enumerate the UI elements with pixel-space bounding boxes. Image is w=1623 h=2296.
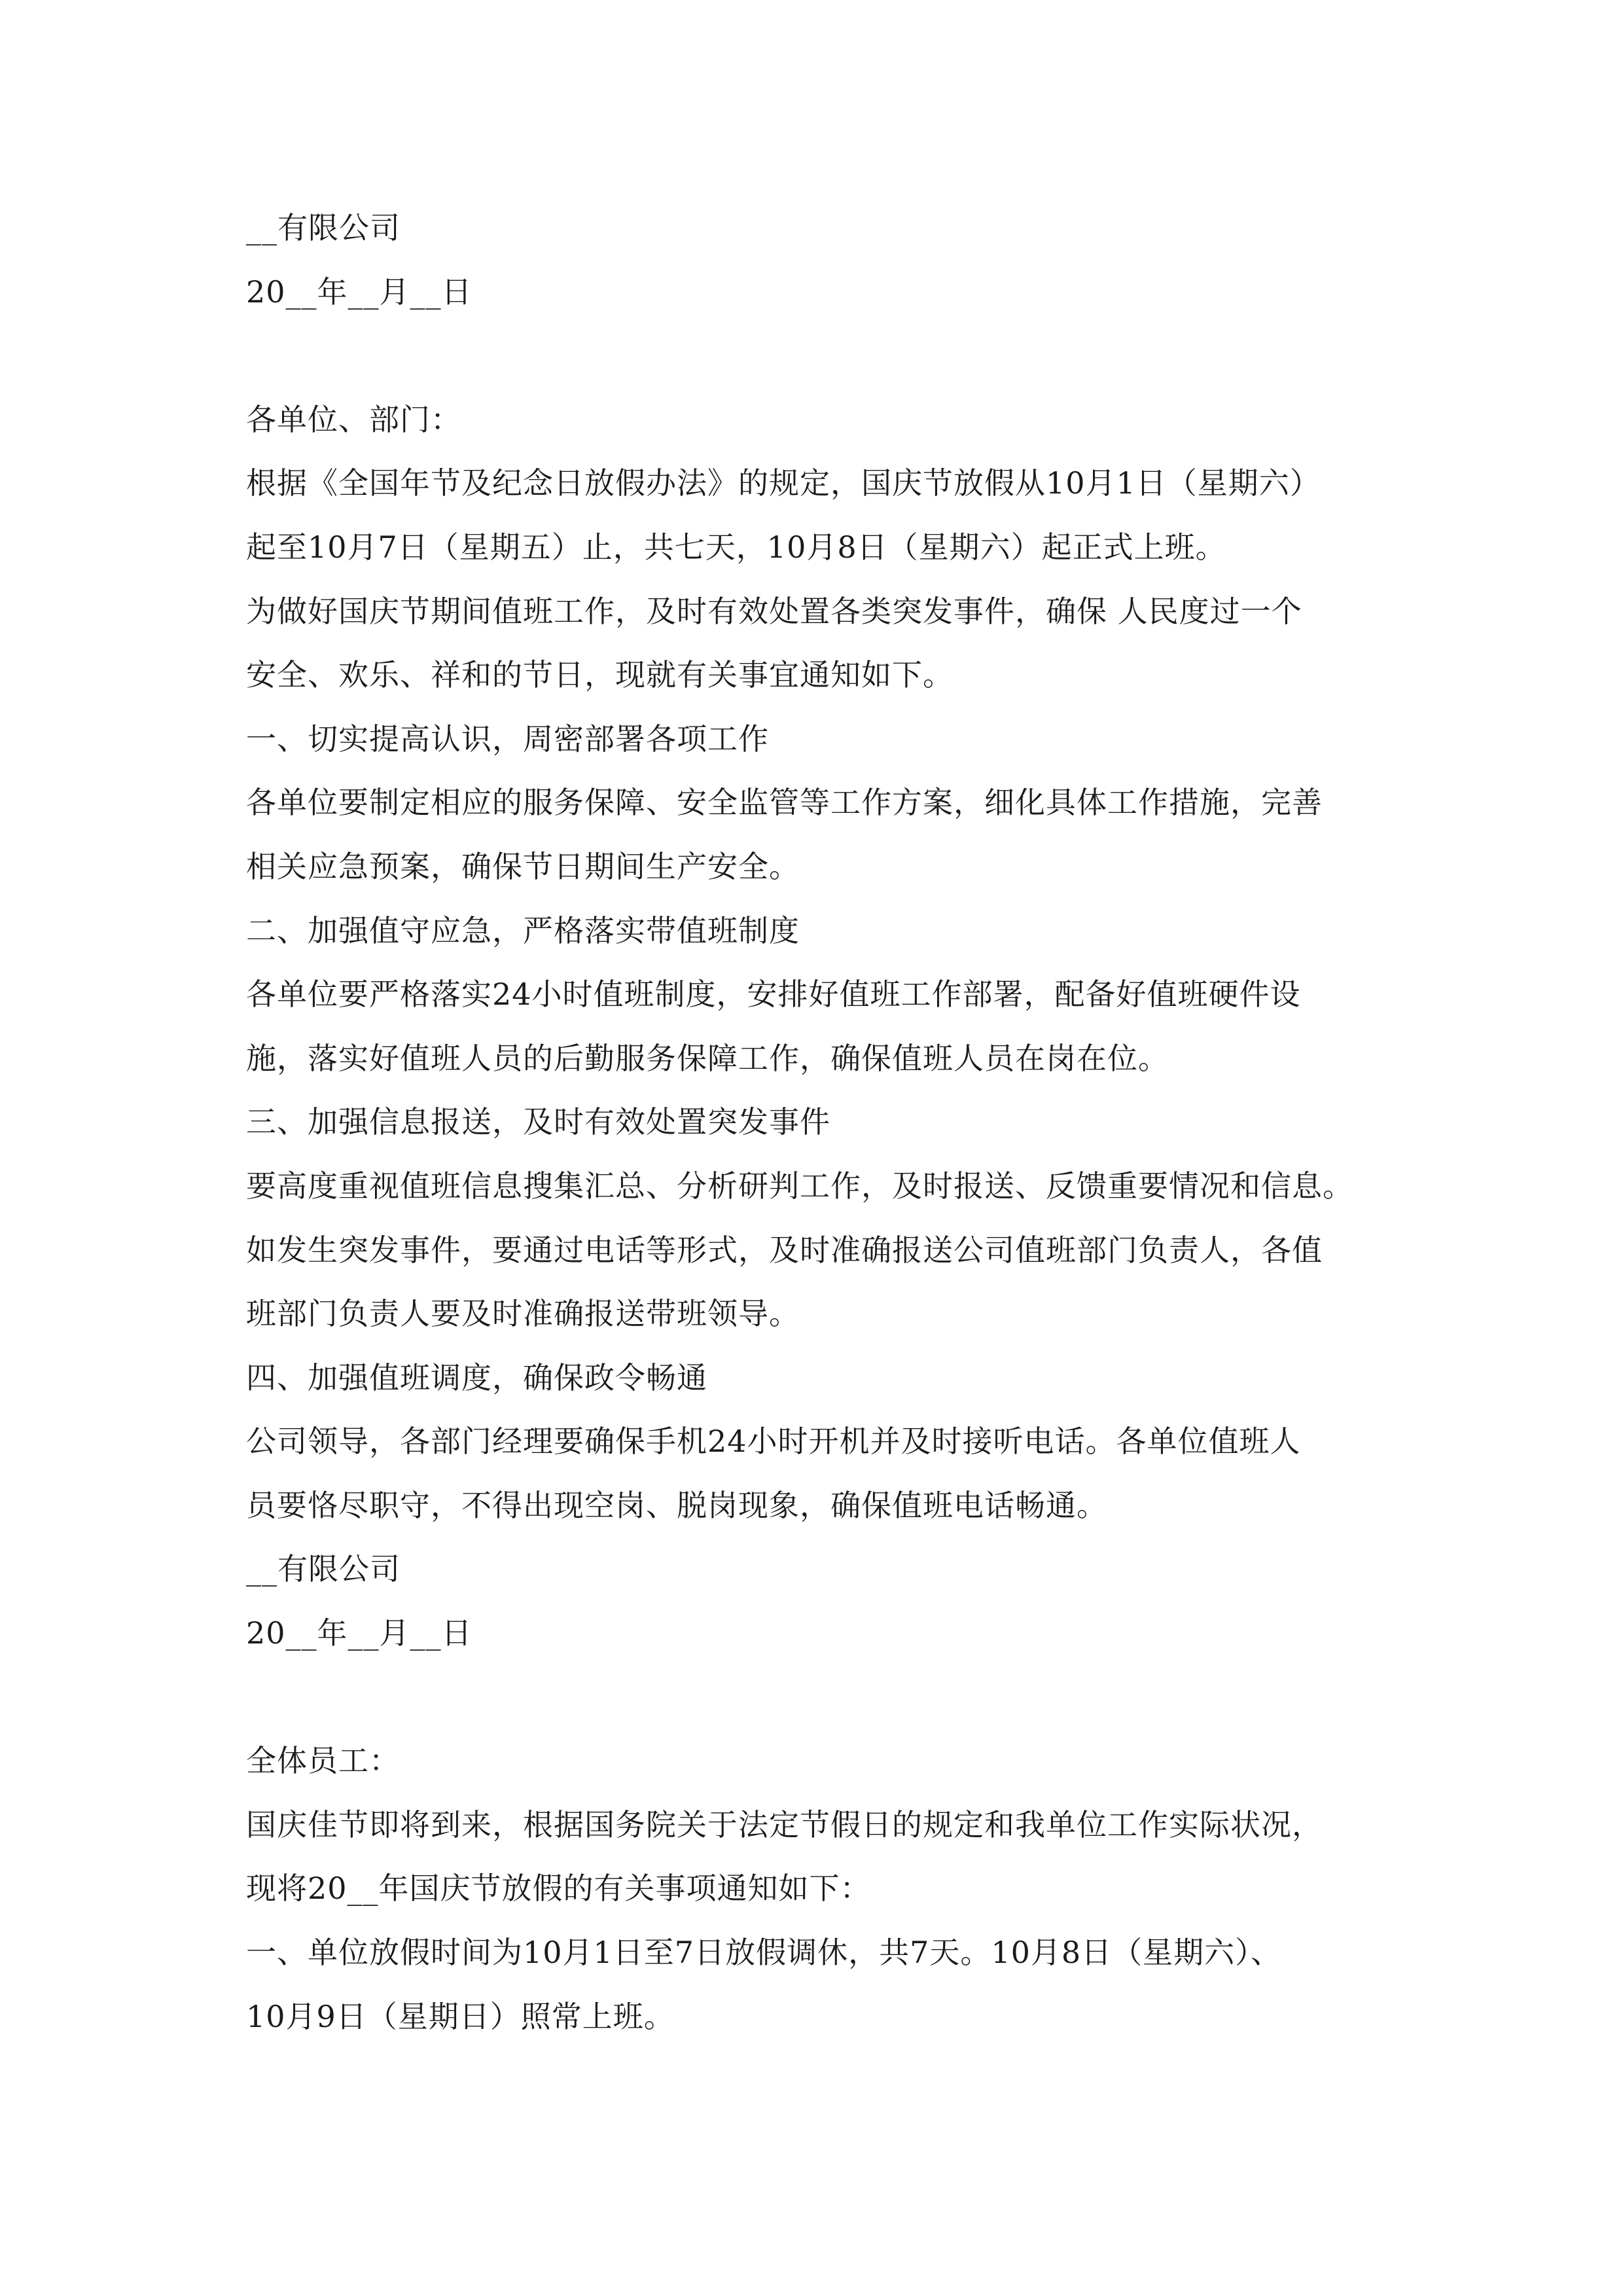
date-line: 20__年__月__日 [246,1615,473,1651]
paragraph-line: 各单位要严格落实24小时值班制度，安排好值班工作部署，配备好值班硬件设 [246,977,1301,1013]
paragraph-line: 施，落实好值班人员的后勤服务保障工作，确保值班人员在岗在位。 [246,1040,1169,1076]
date-line: 20__年__月__日 [246,274,473,310]
document-body [246,196,1411,2049]
paragraph-line: 如发生突发事件，要通过电话等形式，及时准确报送公司值班部门负责人，各值 [246,1232,1323,1268]
heading-line: 四、加强值班调度，确保政令畅通 [246,1359,707,1395]
salutation-line: 全体员工： [246,1743,400,1779]
salutation-line: 各单位、部门： [246,401,461,437]
paragraph-line: 国庆佳节即将到来，根据国务院关于法定节假日的规定和我单位工作实际状况， [246,1806,1323,1842]
paragraph-line: 10月9日（星期日）照常上班。 [246,1998,675,2034]
section-notice-units [246,388,1411,1666]
section-gap [246,324,1411,388]
paragraph-line: 起至10月7日（星期五）止，共七天，10月8日（星期六）起正式上班。 [246,529,1226,565]
paragraph-line: 要高度重视值班信息搜集汇总、分析研判工作，及时报送、反馈重要情况和信息。 [246,1168,1353,1204]
section-signature-top [246,196,1411,324]
paragraph-line: 各单位要制定相应的服务保障、安全监管等工作方案，细化具体工作措施，完善 [246,785,1323,821]
section-gap [246,1666,1411,1730]
paragraph-line: 员要恪尽职守，不得出现空岗、脱岗现象，确保值班电话畅通。 [246,1487,1107,1523]
heading-line: 二、加强值守应急，严格落实带值班制度 [246,912,800,948]
paragraph-line: 根据《全国年节及纪念日放假办法》的规定，国庆节放假从10月1日（星期六） [246,465,1321,501]
paragraph-line: 公司领导，各部门经理要确保手机24小时开机并及时接听电话。各单位值班人 [246,1424,1301,1460]
paragraph-line: 一、单位放假时间为10月1日至7日放假调休，共7天。10月8日（星期六）、 [246,1935,1282,1971]
paragraph-line: 为做好国庆节期间值班工作，及时有效处置各类突发事件，确保 人民度过一个 [246,593,1302,629]
section-notice-staff [246,1729,1411,2049]
heading-line: 一、切实提高认识，周密部署各项工作 [246,721,769,757]
paragraph-line: 安全、欢乐、祥和的节日，现就有关事宜通知如下。 [246,657,954,693]
paragraph-line: 现将20__年国庆节放假的有关事项通知如下： [246,1871,871,1907]
paragraph-line: 班部门负责人要及时准确报送带班领导。 [246,1296,800,1332]
company-name-line: __有限公司 [246,210,401,245]
paragraph-line: 相关应急预案，确保节日期间生产安全。 [246,848,800,884]
company-name-line: __有限公司 [246,1551,401,1587]
heading-line: 三、加强信息报送，及时有效处置突发事件 [246,1104,830,1140]
